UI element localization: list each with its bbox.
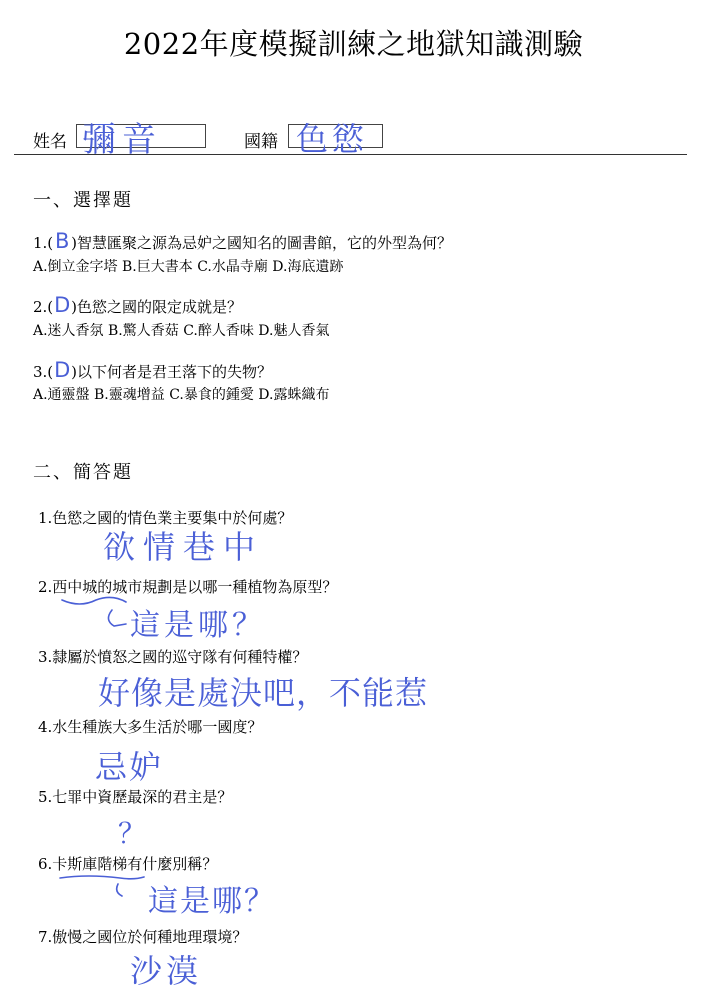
sa-answer-7[interactable]: 沙漠 [130,952,203,990]
nation-label: 國籍 [244,132,278,152]
sa-answer-4[interactable]: 忌妒 [95,748,164,786]
mc-question-3 [33,358,273,382]
nation-handwriting: 色慾 [296,120,369,158]
sa-answer-3[interactable]: 好像是處決吧，不能惹 [98,674,429,712]
mc-question-text: )色慾之國的限定成就是？ [71,298,243,316]
mc-question-2 [33,293,243,317]
mc-answer-1[interactable]: B [54,229,70,253]
mc-question-number: 3.( [33,363,54,381]
sa-answer-6[interactable]: 這是哪？ [148,884,276,919]
mc-options-1: A.倒立金字塔 B.巨大書本 C.水晶寺廟 D.海底遺跡 [33,259,344,275]
sa-question-3: 3.隸屬於憤怒之國的巡守隊有何種特權？ [38,648,308,666]
sa-question-4: 4.水生種族大多生活於哪一國度？ [38,718,263,736]
sa-answer-5[interactable]: ？ [118,817,147,850]
name-handwriting: 彌音 [82,120,162,160]
sa-question-7: 7.傲慢之國位於何種地理環境？ [38,928,248,946]
section-multiple-choice-heading: 一、選擇題 [33,190,133,211]
sa-question-1: 1.色慾之國的情色業主要集中於何處？ [38,509,293,527]
mc-answer-2[interactable]: D [54,293,71,317]
section-short-answer-heading: 二、簡答題 [33,462,133,483]
name-label: 姓名 [33,132,67,152]
sa-answer-1[interactable]: 欲情巷中 [103,528,264,566]
mc-question-text: )以下何者是君王落下的失物？ [71,363,273,381]
mc-options-2: A.迷人香氛 B.驚人香菇 C.醉人香味 D.魅人香氣 [33,323,330,339]
sa-answer-2[interactable]: 這是哪？ [130,608,266,643]
divider [14,154,687,155]
sa-question-2: 2.西中城的城市規劃是以哪一種植物為原型？ [38,578,338,596]
sa-question-5: 5.七罪中資歷最深的君主是？ [38,788,233,806]
sa-question-6: 6.卡斯庫階梯有什麼別稱？ [38,855,218,873]
mc-answer-3[interactable]: D [54,358,71,382]
mc-options-3: A.通靈盤 B.靈魂增益 C.暴食的鍾愛 D.露蛛織布 [33,387,330,403]
annotation-arrow-icon [60,594,130,634]
mc-question-text: )智慧匯聚之源為忌妒之國知名的圖書館，它的外型為何？ [71,234,453,252]
mc-question-number: 1.( [33,234,54,252]
page-title: 2022年度模擬訓練之地獄知識測驗 [123,27,584,61]
annotation-arrow-icon [58,870,148,900]
mc-question-1 [33,229,453,253]
mc-question-number: 2.( [33,298,54,316]
